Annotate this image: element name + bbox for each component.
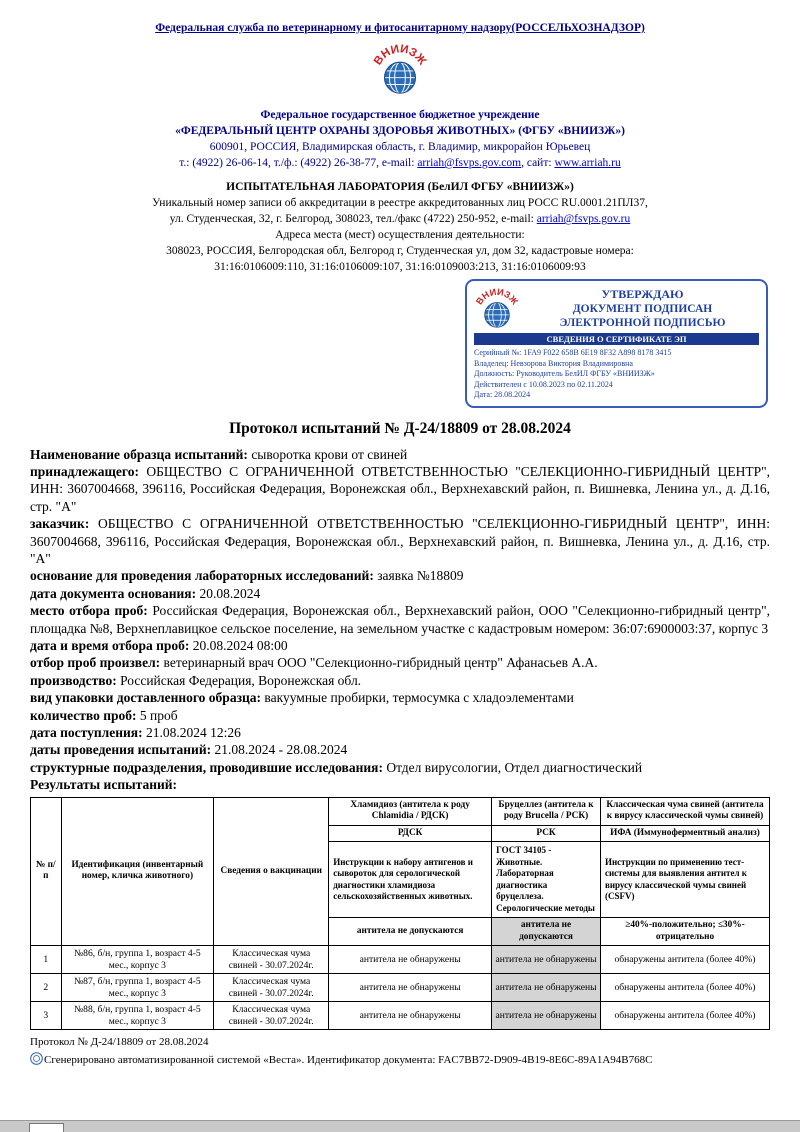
cadastral-numbers: 31:16:0106009:110, 31:16:0106009:107, 31:16:0109003:213, 31:16:0106009:93 xyxy=(214,261,586,273)
contacts-text: т.: (4922) 26-06-14, т./ф.: (4922) 26-38-77, e-mail: xyxy=(179,157,418,169)
field-label: дата поступления: xyxy=(30,725,143,740)
row-brucella-result: антитела не обнаружены xyxy=(492,974,601,1002)
table-row xyxy=(31,974,770,1002)
cert-position: Должность: Руководитель БелИЛ ФГБУ «ВНИИЗЖ» xyxy=(474,369,655,378)
info-field xyxy=(30,602,770,637)
cert-info-bar: СВЕДЕНИЯ О СЕРТИФИКАТЕ ЭП xyxy=(474,333,759,345)
cert-date: Дата: 28.08.2024 xyxy=(474,390,531,399)
field-value: 5 проб xyxy=(139,707,178,723)
info-field xyxy=(30,724,770,741)
field-value: ветеринарный врач ООО "Селекционно-гибридный центр" Афанасьев А.А. xyxy=(163,655,598,671)
footer-generated-text: Сгенерировано автоматизированной системой «Веста». Идентификатор документа: FAC7BB72-D909-4B19-8E6C-89A1A94B768C xyxy=(44,1054,653,1067)
row-vaccination: Классическая чума свиней - 30.07.2024г. xyxy=(214,1002,329,1030)
field-label: вид упаковки доставленного образца: xyxy=(30,690,262,706)
svg-text:ВНИИЗЖ: ВНИИЗЖ xyxy=(371,42,429,68)
lab-email-link[interactable]: arriah@fsvps.gov.ru xyxy=(536,213,631,225)
results-table xyxy=(30,797,770,1031)
info-field xyxy=(30,637,770,654)
info-field xyxy=(30,776,770,793)
row-num: 1 xyxy=(31,946,62,974)
info-field xyxy=(30,759,770,776)
table-row xyxy=(31,946,770,974)
document-footer xyxy=(0,1030,800,1068)
website-link[interactable]: www.arriah.ru xyxy=(554,157,621,169)
criteria-chlamydia: антитела не допускаются xyxy=(329,918,492,946)
document-title: Протокол испытаний № Д-24/18809 от 28.08.2024 xyxy=(229,419,571,437)
field-value: 20.08.2024 xyxy=(199,585,261,601)
sample-info xyxy=(0,446,800,794)
field-value: 21.08.2024 12:26 xyxy=(145,725,241,740)
cert-serial: Серийный №: 1FA9 F022 658B 6E19 8F32 A898 8178 3415 xyxy=(474,348,672,357)
footer-generated-line xyxy=(30,1052,770,1068)
table-row xyxy=(31,1002,770,1030)
row-vaccination: Классическая чума свиней - 30.07.2024г. xyxy=(214,974,329,1002)
field-label: дата документа основания: xyxy=(30,585,197,601)
row-identification: №87, б/н, группа 1, возраст 4-5 мес., корпус 3 xyxy=(61,974,214,1002)
method-brucella: РСК xyxy=(492,825,601,842)
row-csf-result: обнаружены антитела (более 40%) xyxy=(600,946,769,974)
row-identification: №86, б/н, группа 1, возраст 4-5 мес., корпус 3 xyxy=(61,946,214,974)
activity-address: 308023, РОССИЯ, Белгородская обл, Белгород г, Студенческая ул, дом 32, кадастровые номера: xyxy=(166,245,634,257)
svg-text:ВНИИЗЖ: ВНИИЗЖ xyxy=(474,286,520,307)
institution-type: Федеральное государственное бюджетное учреждение xyxy=(260,109,540,121)
method-chlamydia: РДСК xyxy=(329,825,492,842)
field-label: основание для проведения лабораторных исследований: xyxy=(30,568,374,584)
info-field xyxy=(30,585,770,602)
criteria-brucella: антитела не допускаются xyxy=(492,918,601,946)
row-num: 3 xyxy=(31,1002,62,1030)
row-vaccination: Классическая чума свиней - 30.07.2024г. xyxy=(214,946,329,974)
field-value: вакуумные пробирки, термосумка с хладоэлементами xyxy=(264,690,574,706)
field-value: заявка №18809 xyxy=(377,568,464,584)
footer-protocol-number: Протокол № Д-24/18809 от 28.08.2024 xyxy=(30,1036,209,1049)
col-header-vaccination: Сведения о вакцинации xyxy=(214,797,329,946)
field-label: Наименование образца испытаний: xyxy=(30,446,248,462)
info-field xyxy=(30,654,770,671)
info-field xyxy=(30,567,770,584)
info-field xyxy=(30,689,770,706)
cert-owner: Владелец: Невзорова Виктория Владимировна xyxy=(474,358,633,368)
field-label: производство: xyxy=(30,672,117,688)
signed-line-2: ЭЛЕКТРОННОЙ ПОДПИСЬЮ xyxy=(559,316,726,329)
ref-brucella: ГОСТ 34105 - Животные. Лабораторная диагностика бруцеллеза. Серологические методы xyxy=(492,842,601,918)
test-header-brucella: Бруцеллез (антитела к роду Brucella / РСК) xyxy=(492,797,601,825)
stamp-header xyxy=(474,285,759,331)
lab-address-text: ул. Студенческая, 32, г. Белгород, 308023, тел./факс (4722) 250-952, e-mail: xyxy=(169,213,537,225)
field-value: 21.08.2024 - 28.08.2024 xyxy=(214,742,348,758)
row-csf-result: обнаружены антитела (более 40%) xyxy=(600,974,769,1002)
field-label: принадлежащего: xyxy=(30,463,139,479)
approve-label: УТВЕРЖДАЮ xyxy=(601,286,684,301)
field-label: место отбора проб: xyxy=(30,603,148,619)
field-label: структурные подразделения, проводившие исследования: xyxy=(30,759,383,775)
field-value: сыворотка крови от свиней xyxy=(251,446,408,462)
field-label: даты проведения испытаний: xyxy=(30,742,212,758)
method-csf: ИФА (Иммуноферментный анализ) xyxy=(600,825,769,842)
info-field xyxy=(30,515,770,567)
field-label: заказчик: xyxy=(30,516,90,532)
vesta-stamp-icon xyxy=(30,1052,43,1065)
row-brucella-result: антитела не обнаружены xyxy=(492,1002,601,1030)
test-header-chlamydia: Хламидиоз (антитела к роду Chlamidia / РДСК) xyxy=(329,797,492,825)
test-header-csf: Классическая чума свиней (антитела к вирусу классической чумы свиней) xyxy=(600,797,769,825)
row-chlamydia-result: антитела не обнаружены xyxy=(329,946,492,974)
row-brucella-result: антитела не обнаружены xyxy=(492,946,601,974)
email-link[interactable]: arriah@fsvps.gov.com xyxy=(417,157,522,169)
info-field xyxy=(30,741,770,758)
field-value: Российская Федерация, Воронежская обл., Верхнехавский район, ООО "Селекционно-гибридный центр", площадка №8, Верхнеплавицкое сельское поселение, на земельном участке с кадастровым номером: 36:07:6900003:37, корпус 3 xyxy=(30,603,770,636)
stamp-logo-icon xyxy=(474,285,520,331)
row-csf-result: обнаружены антитела (более 40%) xyxy=(600,1002,769,1030)
col-header-num: № п/п xyxy=(31,797,62,946)
field-value: Российская Федерация, Воронежская обл. xyxy=(120,672,362,688)
results-section xyxy=(0,797,800,1031)
accreditation-line: Уникальный номер записи об аккредитации в реестре аккредитованных лиц РОСС RU.0001.21ПЛ37, xyxy=(152,197,648,209)
ref-chlamydia: Инструкции к набору антигенов и сывороток для серологической диагностики хламидиоза сельскохозяйственных животных. xyxy=(329,842,492,918)
info-field xyxy=(30,672,770,689)
institution-contacts xyxy=(0,155,800,171)
ref-csf: Инструкции по применению тест-системы для выявления антител к вирусу классической чумы свиней (CSFV) xyxy=(600,842,769,918)
cert-validity: Действителен с 10.08.2023 по 02.11.2024 xyxy=(474,379,613,389)
info-field xyxy=(30,446,770,463)
field-label: количество проб: xyxy=(30,707,137,723)
row-chlamydia-result: антитела не обнаружены xyxy=(329,1002,492,1030)
vniizh-logo-icon xyxy=(371,40,429,98)
cert-details xyxy=(474,348,759,401)
signature-stamp xyxy=(465,279,768,408)
institution-name: «ФЕДЕРАЛЬНЫЙ ЦЕНТР ОХРАНЫ ЗДОРОВЬЯ ЖИВОТНЫХ» (ФГБУ «ВНИИЗЖ») xyxy=(175,125,625,137)
lab-address-line xyxy=(0,211,800,227)
col-header-identification: Идентификация (инвентарный номер, кличка животного) xyxy=(61,797,214,946)
header-row-test-names xyxy=(31,797,770,825)
agency-name: Федеральная служба по ветеринарному и фитосанитарному надзору(РОССЕЛЬХОЗНАДЗОР) xyxy=(155,22,645,34)
row-identification: №88, б/н, группа 1, возраст 4-5 мес., корпус 3 xyxy=(61,1002,214,1030)
field-value: ОБЩЕСТВО С ОГРАНИЧЕННОЙ ОТВЕТСТВЕННОСТЬЮ "СЕЛЕКЦИОННО-ГИБРИДНЫЙ ЦЕНТР", ИНН: 3607004668, 396116, Российская Федерация, Воронежская обл., Верхнехавский район, п. Вишневка, Ленина ул., д. Д.16, стр. "А" xyxy=(30,463,771,514)
letterhead xyxy=(0,0,800,275)
contacts-text-2: , сайт: xyxy=(521,157,555,169)
stamp-area xyxy=(0,279,800,408)
next-page-edge xyxy=(0,1120,800,1132)
next-page-cell xyxy=(29,1123,64,1132)
field-value: 20.08.2024 08:00 xyxy=(192,637,288,653)
field-label: Результаты испытаний: xyxy=(30,777,178,793)
institution-address: 600901, РОССИЯ, Владимирская область, г. Владимир, микрорайон Юрьевец xyxy=(209,141,591,153)
vniizh-logo xyxy=(0,40,800,103)
activity-addresses-label: Адреса места (мест) осуществления деятельности: xyxy=(275,229,525,241)
signed-line-1: ДОКУМЕНТ ПОДПИСАН xyxy=(572,302,713,315)
field-value: ОБЩЕСТВО С ОГРАНИЧЕННОЙ ОТВЕТСТВЕННОСТЬЮ "СЕЛЕКЦИОННО-ГИБРИДНЫЙ ЦЕНТР", ИНН: 3607004668, 396116, Российская Федерация, Воронежская обл., Верхнехавский район, п. Вишневка, Ленина ул., д. Д.16, стр. "А" xyxy=(30,516,771,566)
row-num: 2 xyxy=(31,974,62,1002)
field-label: отбор проб произвел: xyxy=(30,655,161,671)
field-value: Отдел вирусологии, Отдел диагностический xyxy=(386,759,643,775)
criteria-csf: ≥40%-положительно; ≤30%-отрицательно xyxy=(600,918,769,946)
row-chlamydia-result: антитела не обнаружены xyxy=(329,974,492,1002)
info-field xyxy=(30,463,770,515)
lab-title: ИСПЫТАТЕЛЬНАЯ ЛАБОРАТОРИЯ (БелИЛ ФГБУ «ВНИИЗЖ») xyxy=(226,181,574,193)
info-field xyxy=(30,707,770,724)
field-label: дата и время отбора проб: xyxy=(30,637,190,653)
